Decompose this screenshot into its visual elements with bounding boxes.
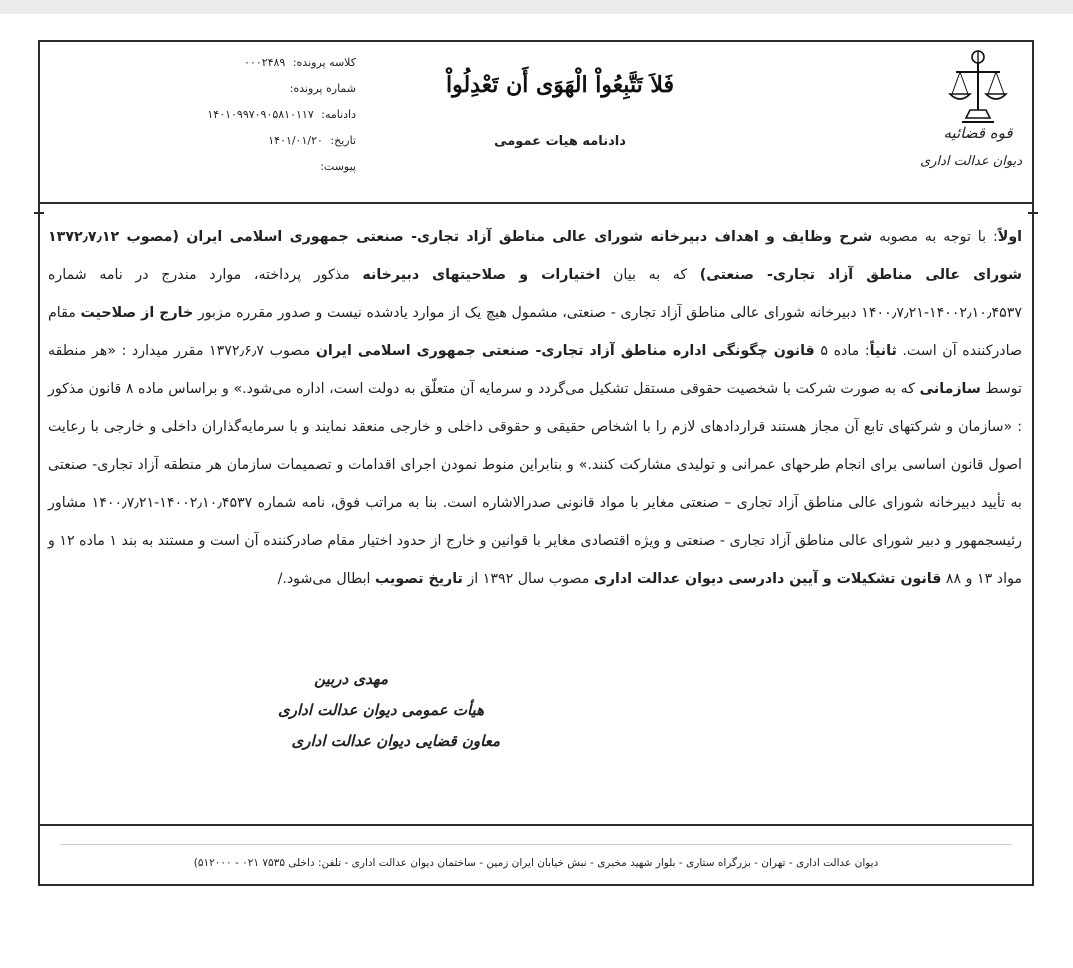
signatory-title-2: معاون قضایی دیوان عدالت اداری (291, 732, 500, 750)
body-bold-segment: تاریخ تصویب (375, 571, 463, 587)
meta-ruling-value: ۱۴۰۱۰۹۹۷۰۹۰۵۸۱۰۱۱۷ (207, 108, 314, 121)
body-text-segment: : ماده ۵ (814, 343, 870, 359)
body-first-label: اولاً (997, 229, 1022, 245)
document-header (40, 42, 1032, 210)
body-text-segment: ابطال می‌شود./ (277, 571, 375, 587)
body-bold-segment: اختیارات و صلاحیتهای دبیرخانه (362, 267, 601, 283)
meta-attachment-label: پیوست: (320, 160, 356, 173)
body-second-label: ثانیاً (869, 343, 897, 359)
scales-of-justice-icon (948, 48, 1008, 126)
meta-class-row (136, 50, 356, 76)
signatory-title-1: هیأت عمومی دیوان عدالت اداری (277, 701, 484, 719)
body-text-segment: : با توجه به مصوبه (872, 229, 998, 245)
meta-class-value: ۰۰۰۲۴۸۹ (243, 56, 286, 69)
document-type: دادنامه هیات عمومی (494, 134, 626, 149)
body-bold-segment: قانون چگونگی اداره مناطق آزاد تجاری- صنعتی جمهوری اسلامی ایران (315, 343, 815, 359)
org-name: دیوان عدالت اداری (920, 154, 1022, 169)
footer-address: دیوان عدالت اداری - تهران - بزرگراه ستاری - بلوار شهید مخبری - نبش خیابان ایران زمین - ساختمان دیوان عدالت اداری - تلفن: داخلی ۷۵۳۵ ۰۲۱ - ۵۱۲۰۰۰) (193, 857, 879, 869)
left-margin-tick (34, 212, 44, 214)
case-metadata (136, 50, 356, 180)
meta-case-label: شماره پرونده: (289, 82, 356, 95)
body-text-segment: مذکور پرداخته، موارد مندرج در نامه شماره ۱۴۰۰۲٫۱۰٫۴۵۳۷-۱۴۰۰٫۷٫۲۱ دبیرخانه شورای عالی مناطق آزاد تجاری - صنعتی، مشمول هیچ یک از موارد یادشده نیست و صدور مقرره مزبور (48, 267, 1022, 321)
body-text-segment: مقام صادرکننده آن است. (48, 305, 1022, 359)
org-title: قوه قضائیه (943, 124, 1013, 142)
emblem (942, 48, 1014, 168)
signatory-name: مهدی دربین (314, 670, 388, 688)
body-text-segment: که به بیان (600, 267, 700, 283)
ruling-body (48, 218, 1022, 598)
top-bar (0, 0, 1073, 14)
footer-rule (60, 844, 1012, 845)
meta-class-label: کلاسه پرونده: (292, 56, 356, 69)
meta-date-row (136, 128, 356, 154)
body-text-segment: مصوب سال ۱۳۹۲ از (462, 571, 594, 587)
signature-block (270, 664, 500, 757)
body-bold-segment: شرح وظایف و اهداف دبیرخانه شورای عالی مناطق آزاد تجاری- صنعتی جمهوری اسلامی ایران (مصوب ۱۳۷۲٫۷٫۱۲ شورای عالی مناطق آزاد تجاری- صنعتی) (48, 229, 1022, 283)
body-bold-segment: سازمانی (919, 381, 981, 397)
meta-case-row (136, 76, 356, 102)
body-text-segment: مصوب ۱۳۷۲٫۶٫۷ مقرر میدارد : «هر منطقه توسط (48, 343, 1022, 397)
footer-divider (40, 824, 1032, 826)
meta-attachment-row (136, 154, 356, 180)
meta-ruling-row (136, 102, 356, 128)
body-bold-segment: خارج از صلاحیت (80, 305, 194, 321)
document-frame (38, 40, 1034, 886)
body-text-segment: که به صورت شرکت با شخصیت حقوقی مستقل تشکیل می‌گردد و سرمایه آن متعلّق به دولت است، اداره می‌شود.» و براساس ماده ۸ قانون مذکور : «سازمان و شرکتهای تابع آن مجاز هستند قراردادهای لازم را با اشخاص حقیقی و حقوقی داخلی و خارجی منعقد نمایند و با سرمایه‌گذاران داخلی و خارجی با رعایت اصول قانون اساسی برای انجام طرحهای عمرانی و تولیدی مشارکت کنند.» و بنابراین منوط نمودن اجرای اقدامات و تصمیمات سازمان هر منطقه آزاد تجاری- صنعتی به تأیید دبیرخانه شورای عالی مناطق آزاد تجاری – صنعتی مغایر با مواد قانونی صدرالاشاره است. بنا به مراتب فوق، نامه شماره ۱۴۰۰۲٫۱۰٫۴۵۳۷-۱۴۰۰٫۷٫۲۱ مشاور رئیسجمهور و دبیر شورای عالی مناطق آزاد تجاری - صنعتی و ویژه اقتصادی مغایر با قوانین و خارج از حدود اختیار مقام صادرکننده آن است و مستند به بند ۱ ماده ۱۲ و مواد ۱۳ و ۸۸ (48, 381, 1023, 587)
meta-ruling-label: دادنامه: (321, 108, 356, 121)
quran-verse: فَلاَ تَتَّبِعُواْ الْهَوَى أَن تَعْدِلُواْ (445, 72, 675, 98)
header-divider (40, 202, 1032, 204)
meta-date-value: ۱۴۰۱/۰۱/۲۰ (268, 134, 323, 147)
meta-date-label: تاریخ: (330, 134, 356, 147)
body-bold-segment: قانون تشکیلات و آیین دادرسی دیوان عدالت اداری (593, 571, 942, 587)
right-margin-tick (1028, 212, 1038, 214)
